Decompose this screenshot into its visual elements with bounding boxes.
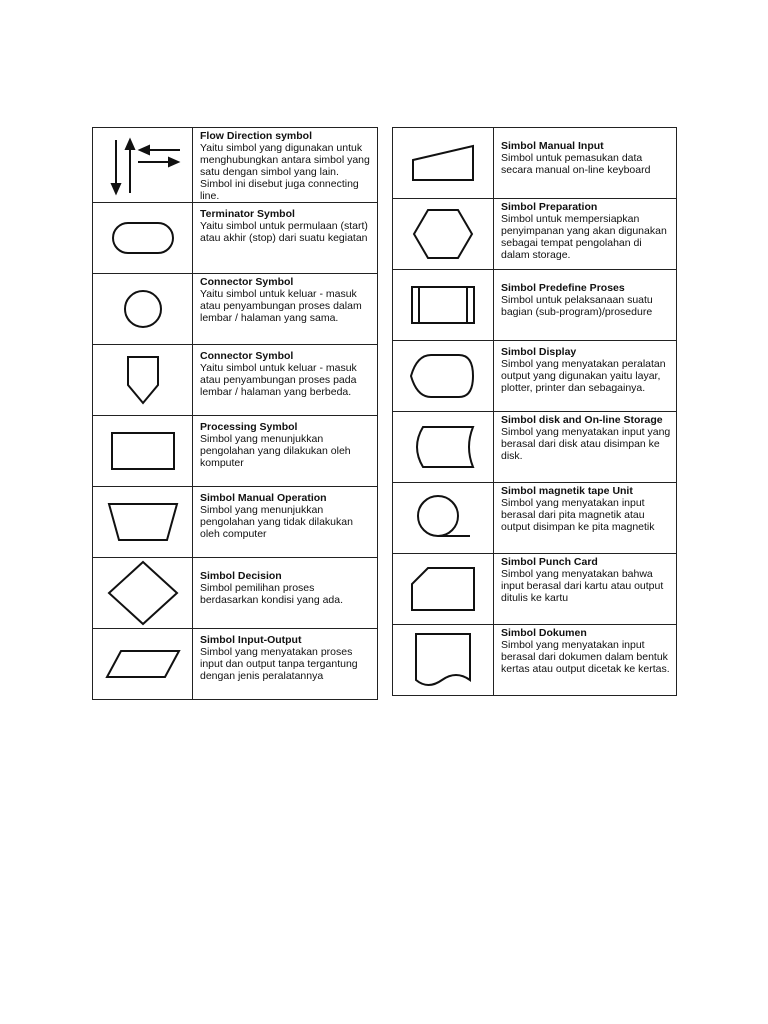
table-row bbox=[393, 412, 677, 483]
magnetic-tape-icon bbox=[408, 490, 478, 546]
symbol-title: Simbol disk and On-line Storage bbox=[501, 414, 663, 426]
flow-direction-arrows-icon bbox=[98, 132, 188, 198]
description-cell bbox=[193, 629, 378, 700]
symbol-cell bbox=[93, 558, 193, 629]
off-page-connector-icon bbox=[123, 352, 163, 408]
symbol-cell bbox=[393, 483, 494, 554]
symbol-cell bbox=[393, 554, 494, 625]
symbol-cell bbox=[393, 412, 494, 483]
flowchart-symbols-table-right bbox=[392, 127, 677, 696]
table-row bbox=[93, 128, 378, 203]
symbol-title: Simbol Input-Output bbox=[200, 634, 302, 646]
symbol-cell bbox=[393, 128, 494, 199]
table-row bbox=[93, 274, 378, 345]
table-row bbox=[393, 341, 677, 412]
symbol-title: Simbol Preparation bbox=[501, 201, 598, 213]
table-row bbox=[393, 554, 677, 625]
description-cell bbox=[193, 203, 378, 274]
symbol-cell bbox=[93, 629, 193, 700]
symbol-cell bbox=[93, 274, 193, 345]
description-cell bbox=[494, 199, 677, 270]
decision-icon bbox=[105, 560, 181, 626]
symbol-title: Simbol magnetik tape Unit bbox=[501, 485, 633, 497]
symbol-title: Simbol Display bbox=[501, 346, 577, 358]
symbol-description: Simbol yang menyatakan input berasal dari dokumen dalam bentuk kertas atau output dicetak ke kertas. bbox=[501, 639, 670, 675]
disk-storage-icon bbox=[407, 423, 479, 471]
description-cell bbox=[494, 341, 677, 412]
symbol-cell bbox=[93, 487, 193, 558]
symbol-title: Simbol Decision bbox=[200, 570, 282, 582]
display-icon bbox=[407, 351, 479, 401]
table-row bbox=[93, 203, 378, 274]
table-row bbox=[93, 629, 378, 700]
processing-icon bbox=[108, 429, 178, 473]
table-row bbox=[393, 483, 677, 554]
table-row bbox=[93, 558, 378, 629]
description-cell bbox=[494, 412, 677, 483]
symbol-title: Processing Symbol bbox=[200, 421, 298, 433]
symbol-cell bbox=[93, 345, 193, 416]
symbol-description: Simbol yang menyatakan peralatan output yang digunakan yaitu layar, plotter, printer dan sebagainya. bbox=[501, 358, 666, 394]
table-row bbox=[93, 487, 378, 558]
symbol-description: Simbol yang menunjukkan pengolahan yang tidak dilakukan oleh computer bbox=[200, 504, 353, 540]
symbol-description: Simbol yang menyatakan input berasal dari pita magnetik atau output disimpan ke pita magnetik bbox=[501, 497, 655, 533]
symbol-description: Yaitu simbol untuk permulaan (start) atau akhir (stop) dari suatu kegiatan bbox=[200, 220, 368, 244]
symbol-description: Simbol untuk pelaksanaan suatu bagian (sub-program)/prosedure bbox=[501, 294, 653, 318]
symbol-title: Terminator Symbol bbox=[200, 208, 295, 220]
table-row bbox=[393, 625, 677, 696]
punch-card-icon bbox=[408, 564, 478, 614]
symbol-description: Simbol untuk pemasukan data secara manual on-line keyboard bbox=[501, 152, 651, 176]
symbol-description: Yaitu simbol yang digunakan untuk menghubungkan antara simbol yang satu dengan simbol yang lain. Simbol ini disebut juga connecting line. bbox=[200, 142, 370, 202]
symbol-title: Simbol Punch Card bbox=[501, 556, 598, 568]
symbol-cell bbox=[393, 199, 494, 270]
symbol-description: Yaitu simbol untuk keluar - masuk atau penyambungan proses pada lembar / halaman yang berbeda. bbox=[200, 362, 357, 398]
symbol-title: Connector Symbol bbox=[200, 276, 294, 288]
description-cell bbox=[494, 483, 677, 554]
symbol-title: Simbol Manual Operation bbox=[200, 492, 327, 504]
description-cell bbox=[494, 270, 677, 341]
description-cell bbox=[193, 345, 378, 416]
table-row bbox=[93, 416, 378, 487]
table-row bbox=[393, 199, 677, 270]
predefined-process-icon bbox=[408, 283, 478, 327]
symbol-title: Simbol Dokumen bbox=[501, 627, 587, 639]
description-cell bbox=[494, 128, 677, 199]
table-row bbox=[393, 270, 677, 341]
manual-input-icon bbox=[408, 142, 478, 184]
symbol-cell bbox=[393, 625, 494, 696]
on-page-connector-icon bbox=[118, 284, 168, 334]
preparation-icon bbox=[410, 206, 476, 262]
description-cell bbox=[193, 487, 378, 558]
description-cell bbox=[193, 558, 378, 629]
symbol-cell bbox=[93, 416, 193, 487]
table-row bbox=[393, 128, 677, 199]
symbol-description: Simbol yang menyatakan proses input dan output tanpa tergantung dengan jenis peralatannya bbox=[200, 646, 358, 682]
manual-operation-icon bbox=[105, 498, 181, 546]
input-output-icon bbox=[103, 646, 183, 682]
symbol-description: Simbol yang menunjukkan pengolahan yang dilakukan oleh komputer bbox=[200, 433, 351, 469]
symbol-description: Simbol untuk mempersiapkan penyimpanan yang akan digunakan sebagai tempat pengolahan di dalam storage. bbox=[501, 213, 667, 261]
symbol-cell bbox=[93, 128, 193, 203]
description-cell bbox=[494, 554, 677, 625]
symbol-description: Simbol yang menyatakan input yang berasal dari disk atau disimpan ke disk. bbox=[501, 426, 671, 462]
flowchart-symbols-table-left bbox=[92, 127, 378, 700]
symbol-cell bbox=[393, 270, 494, 341]
symbol-cell bbox=[393, 341, 494, 412]
description-cell bbox=[193, 274, 378, 345]
symbol-description: Yaitu simbol untuk keluar - masuk atau penyambungan proses dalam lembar / halaman yang sama. bbox=[200, 288, 362, 324]
document-icon bbox=[410, 630, 476, 690]
symbol-cell bbox=[93, 203, 193, 274]
symbol-title: Connector Symbol bbox=[200, 350, 294, 362]
description-cell bbox=[193, 128, 378, 203]
symbol-title: Simbol Predefine Proses bbox=[501, 282, 625, 294]
symbol-title: Simbol Manual Input bbox=[501, 140, 604, 152]
table-row bbox=[93, 345, 378, 416]
symbol-title: Flow Direction symbol bbox=[200, 130, 313, 142]
description-cell bbox=[494, 625, 677, 696]
description-cell bbox=[193, 416, 378, 487]
terminator-icon bbox=[108, 218, 178, 258]
symbol-description: Simbol pemilihan proses berdasarkan kondisi yang ada. bbox=[200, 582, 344, 606]
symbol-description: Simbol yang menyatakan bahwa input berasal dari kartu atau output ditulis ke kartu bbox=[501, 568, 664, 604]
